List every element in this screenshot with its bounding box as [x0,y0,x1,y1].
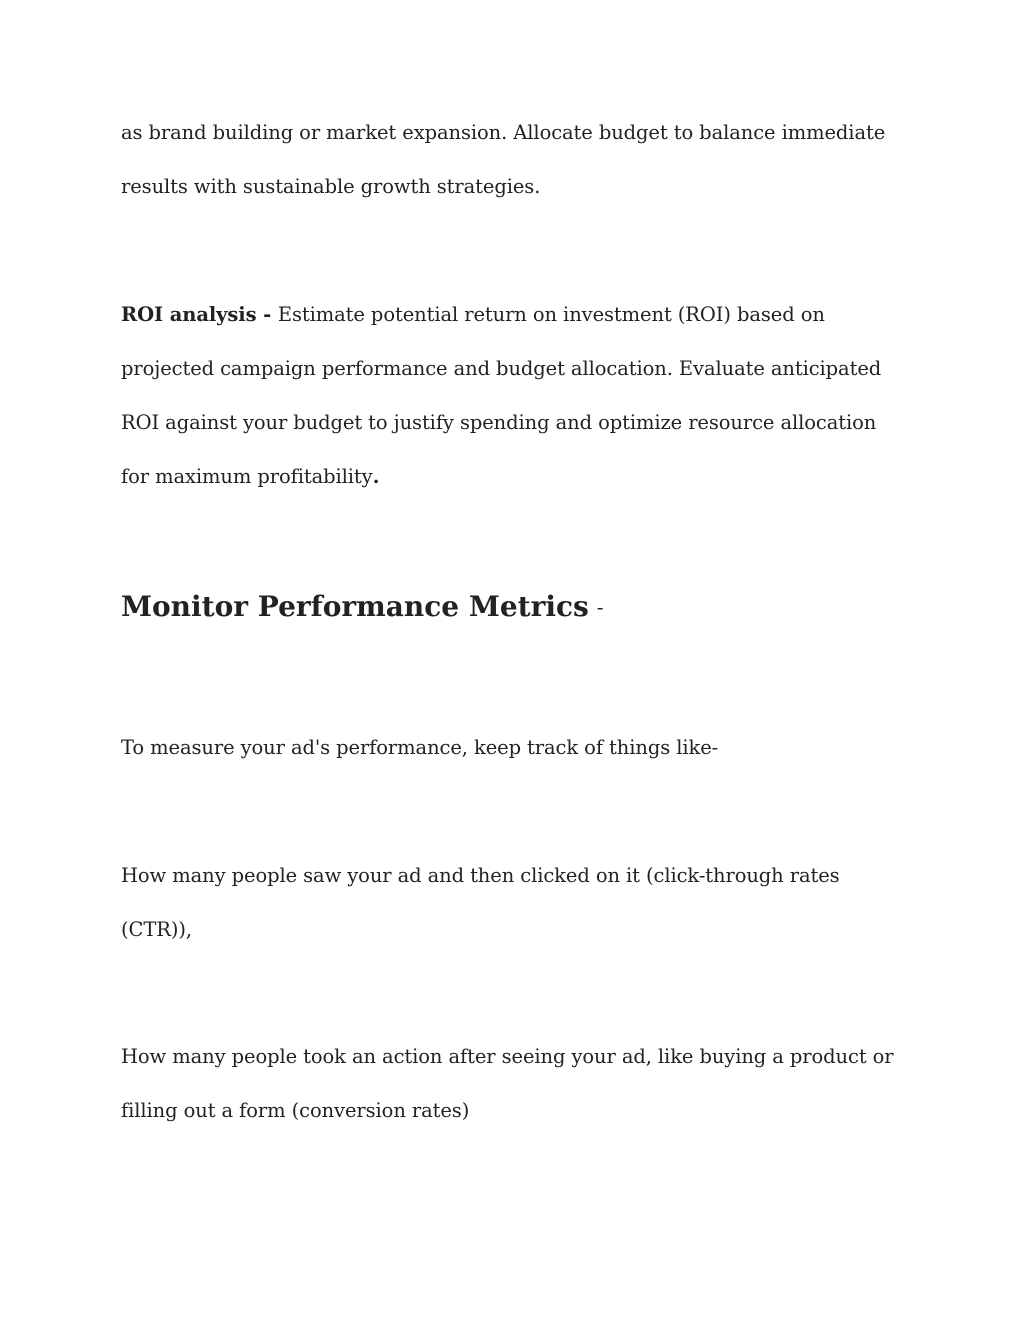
ctr-item-line: (CTR)), [121,918,192,941]
roi-text-end: for maximum profitability [121,465,373,488]
paragraph-line: results with sustainable growth strategies. [121,175,541,198]
section-heading-title: Monitor Performance Metrics [121,590,589,623]
roi-paragraph-first-line [121,303,825,327]
roi-text: Estimate potential return on investment (ROI) based on [277,303,825,326]
roi-paragraph-line: projected campaign performance and budget allocation. Evaluate anticipated [121,357,882,380]
conversion-item-line: filling out a form (conversion rates) [121,1099,470,1122]
section-heading [121,590,604,626]
section-heading-dash: - [596,595,604,619]
roi-paragraph-line: ROI against your budget to justify spending and optimize resource allocation [121,411,877,434]
roi-label: ROI analysis - [121,303,278,326]
paragraph-line: as brand building or market expansion. Allocate budget to balance immediate [121,121,886,144]
roi-paragraph-last-line [121,465,379,489]
ctr-item-line: How many people saw your ad and then clicked on it (click-through rates [121,864,840,887]
conversion-item-line: How many people took an action after seeing your ad, like buying a product or [121,1045,894,1068]
intro-line: To measure your ad's performance, keep track of things like- [121,736,719,759]
roi-period: . [372,465,380,488]
